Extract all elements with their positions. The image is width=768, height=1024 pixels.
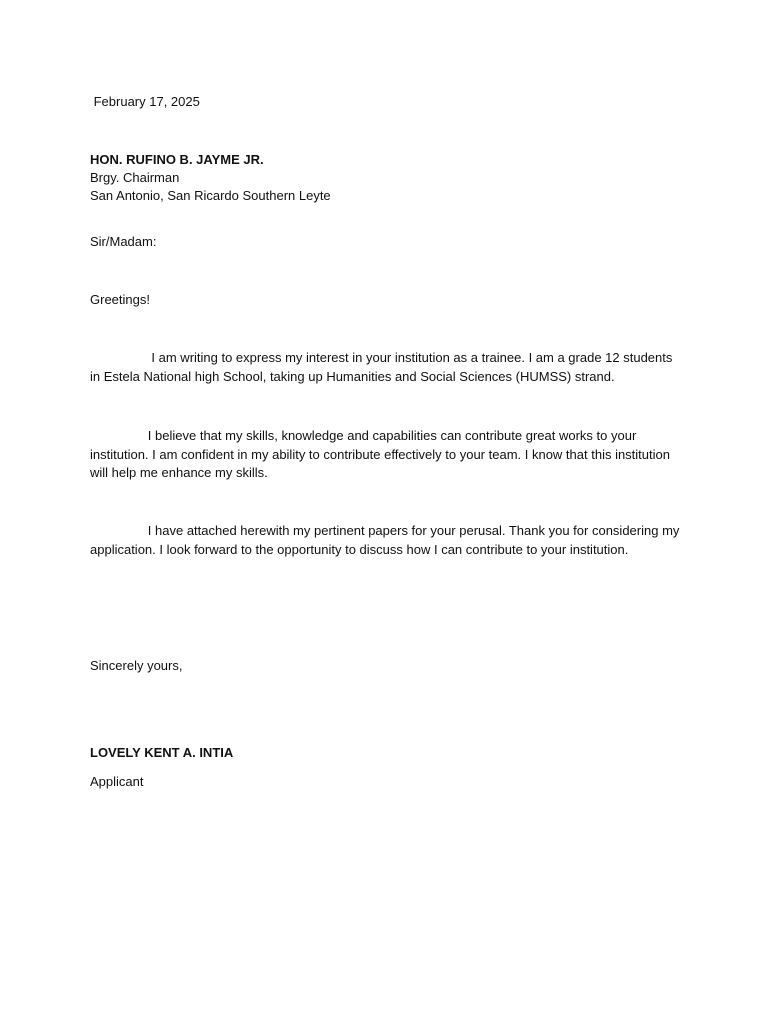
greeting: Greetings! bbox=[90, 292, 150, 307]
recipient-title: Brgy. Chairman bbox=[90, 170, 180, 185]
letter-page bbox=[90, 0, 690, 1024]
closing: Sincerely yours, bbox=[90, 658, 183, 673]
signer-name: LOVELY KENT A. INTIA bbox=[90, 745, 234, 760]
letter-date: February 17, 2025 bbox=[90, 94, 200, 109]
salutation: Sir/Madam: bbox=[90, 234, 157, 249]
recipient-name: HON. RUFINO B. JAYME JR. bbox=[90, 152, 264, 167]
paragraph-3: I have attached herewith my pertinent papers for your perusal. Thank you for considering my application. I look forward to the opportunity to discuss how I can contribute to your institution. bbox=[90, 523, 684, 557]
signer-role: Applicant bbox=[90, 774, 144, 789]
paragraph-2: I believe that my skills, knowledge and capabilities can contribute great works to your institution. I am confident in my ability to contribute effectively to your team. I know that this institution will help me enhance my skills. bbox=[90, 428, 674, 480]
recipient-address: San Antonio, San Ricardo Southern Leyte bbox=[90, 188, 331, 203]
paragraph-1: I am writing to express my interest in your institution as a trainee. I am a grade 12 students in Estela National high School, taking up Humanities and Social Sciences (HUMSS) strand. bbox=[90, 350, 677, 384]
